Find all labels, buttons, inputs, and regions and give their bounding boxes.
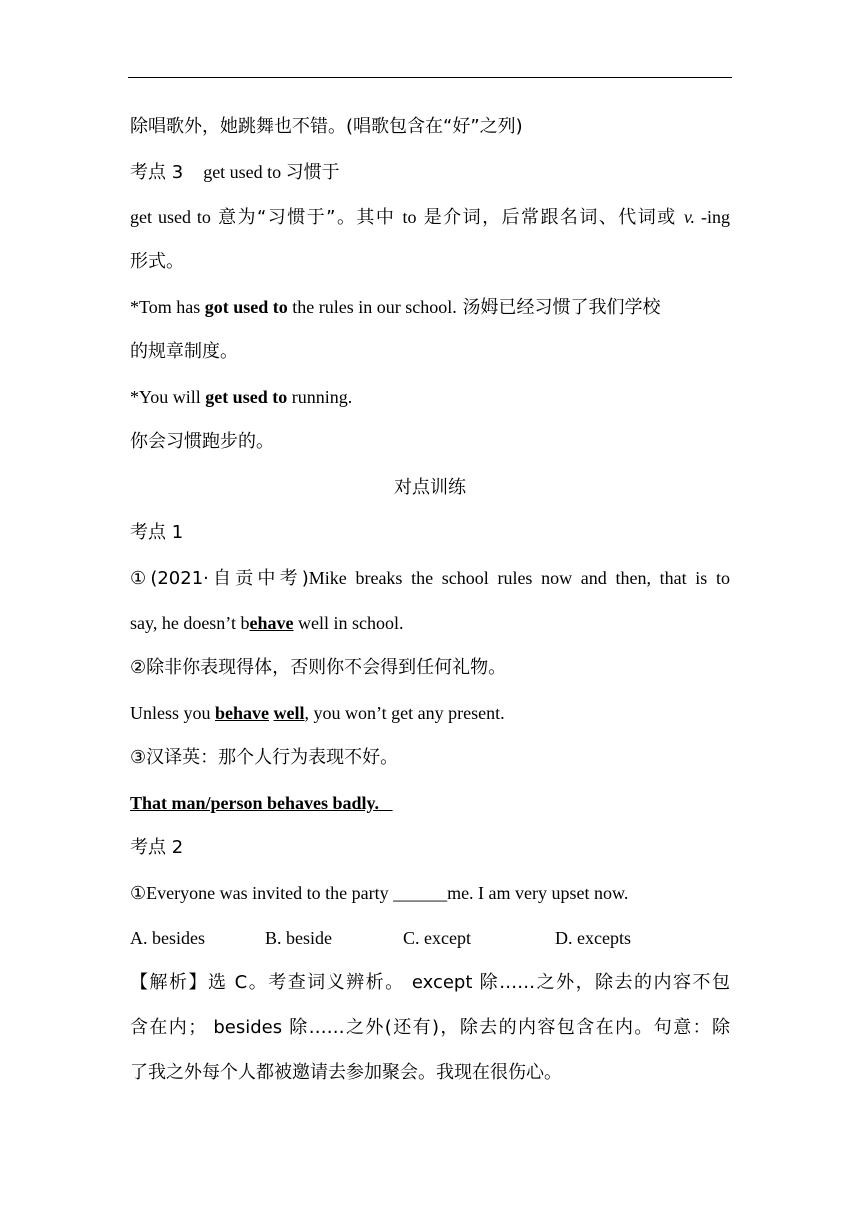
kp2-label: 考点 2 — [130, 837, 184, 858]
zh-text: 的规章制度。 — [130, 341, 238, 362]
question-text: Mike breaks the school rules now and then, that is to — [308, 568, 730, 588]
text-line-1 — [130, 113, 730, 141]
phrase-text: get used to — [130, 207, 211, 227]
zh-text: ③汉译英：那个人行为表现不好。 — [130, 747, 399, 768]
kp1-heading — [130, 519, 730, 547]
explanation-text: 【解析】选 C。考查词义辨析。 — [130, 972, 405, 993]
zh-text: 意为“习惯于”。其中 — [210, 207, 403, 228]
question-1-line-1 — [130, 564, 730, 592]
kp1-label: 考点 1 — [130, 522, 184, 543]
example-line-2 — [130, 383, 730, 411]
question-text: ①Everyone was invited to the party ______me. I am very upset now. — [130, 883, 629, 903]
question-2-prompt — [130, 654, 730, 682]
option-b: B. beside — [265, 928, 332, 948]
answer-text: behave — [215, 703, 269, 723]
option-d: D. excepts — [555, 928, 631, 948]
kp3-heading — [130, 158, 730, 186]
zh-text: 汤姆已经习惯了我们学校 — [456, 297, 661, 318]
kp3-label: 考点 3 — [130, 162, 184, 183]
example-line-1 — [130, 293, 730, 321]
example-text: running. — [287, 387, 353, 407]
text-line-6 — [130, 338, 730, 366]
question-3-prompt — [130, 744, 730, 772]
options-row — [130, 924, 730, 952]
question-text: well in school. — [293, 613, 404, 633]
section-title — [130, 474, 730, 502]
question-2-answer-line — [130, 699, 730, 727]
option-a: A. besides — [130, 928, 205, 948]
zh-text: ②除非你表现得体，否则你不会得到任何礼物。 — [130, 657, 507, 678]
abbr-text: v. — [683, 207, 696, 227]
explanation-text: besides 除……之外(还有)，除去的内容包含在内。句意：除 — [206, 1017, 731, 1038]
kp3-title: get used to 习惯于 — [203, 162, 340, 182]
answer-text: well — [273, 703, 305, 723]
sentence-text: 除唱歌外，她跳舞也不错。(唱歌包含在“好”之列) — [130, 116, 523, 137]
kp2-heading — [130, 834, 730, 862]
option-c: C. except — [403, 928, 471, 948]
text-line-4 — [130, 248, 730, 276]
explanation-text: 含在内； — [130, 1017, 207, 1038]
explanation-text: 了我之外每个人都被邀请去参加聚会。我现在很伤心。 — [130, 1062, 562, 1083]
zh-text: 是介词，后常跟名词、代词或 — [416, 207, 684, 228]
zh-text: 你会习惯跑步的。 — [130, 431, 274, 452]
explanation-line-1 — [130, 969, 730, 997]
zh-text: 形式。 — [130, 251, 184, 272]
bold-phrase: get used to — [205, 387, 288, 407]
bold-phrase: got used to — [204, 297, 288, 317]
question-source: ①(2021·自贡中考) — [130, 568, 309, 589]
question-1-line-2 — [130, 609, 730, 637]
answer-text: That man/person behaves badly. — [130, 793, 393, 813]
answer-text: ehave — [249, 613, 294, 633]
explanation-line-3 — [130, 1059, 730, 1087]
example-text: *Tom has — [130, 297, 205, 317]
explanation-line-2 — [130, 1014, 730, 1042]
question-text: Unless you — [130, 703, 215, 723]
text-line-3 — [130, 203, 730, 231]
section-title-text: 对点训练 — [394, 477, 466, 498]
question-text: , you won’t get any present. — [304, 703, 505, 723]
question-text: say, he doesn’t b — [130, 613, 250, 633]
header-rule — [128, 77, 732, 78]
question-4 — [130, 879, 730, 907]
example-text: *You will — [130, 387, 206, 407]
explanation-text: except 除……之外，除去的内容不包 — [404, 972, 730, 993]
suffix-text: -ing — [695, 207, 730, 227]
text-line-8 — [130, 428, 730, 456]
example-text: the rules in our school. — [287, 297, 457, 317]
question-3-answer — [130, 789, 730, 817]
word-text: to — [402, 207, 417, 227]
